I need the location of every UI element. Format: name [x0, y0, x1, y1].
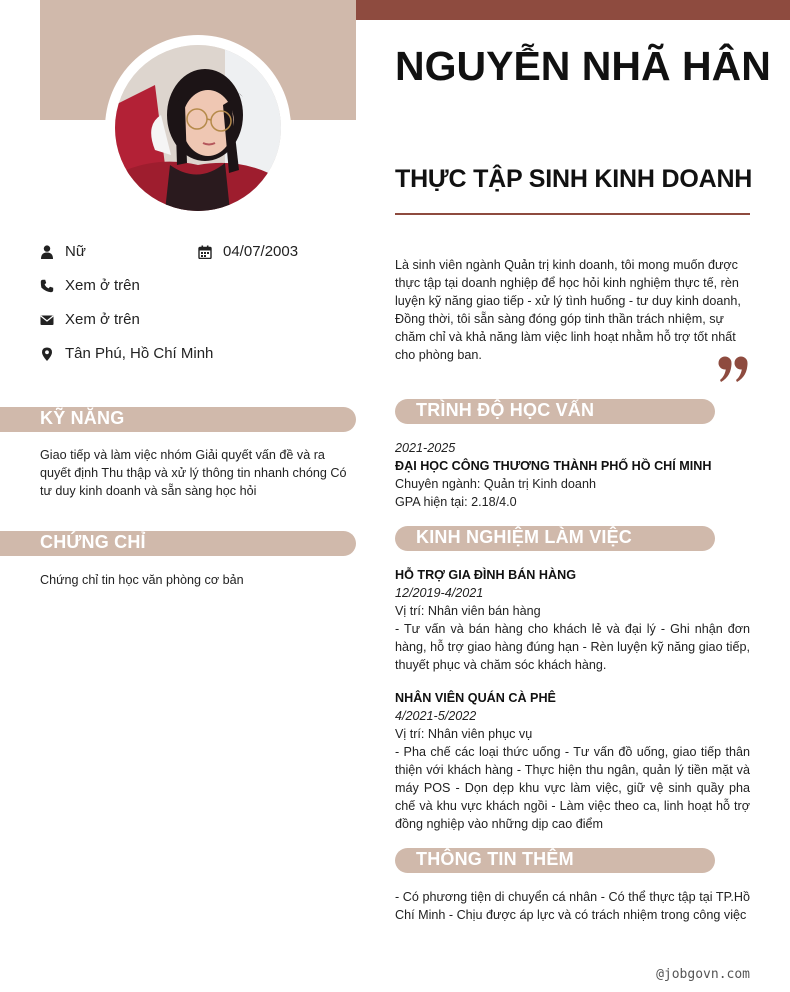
- avatar-photo: [115, 45, 281, 211]
- additional-text: - Có phương tiện di chuyển cá nhân - Có thể thực tập tại TP.Hồ Chí Minh - Chịu được áp lực và có trách nhiệm trong công việc: [395, 890, 750, 922]
- job-company: HỖ TRỢ GIA ĐÌNH BÁN HÀNG: [395, 568, 576, 582]
- certificates-text: Chứng chỉ tin học văn phòng cơ bản: [40, 573, 244, 587]
- envelope-icon: [40, 312, 54, 328]
- job-details: - Tư vấn và bán hàng cho khách lẻ và đại lý - Ghi nhận đơn hàng, hỗ trợ giao hàng đúng hạn - Rèn luyện kỹ năng giao tiếp, thuyết phục và chăm sóc khách hàng.: [395, 622, 750, 672]
- job-period: 12/2019-4/2021: [395, 586, 484, 600]
- contact-address: [40, 345, 213, 362]
- contact-email: [40, 311, 140, 328]
- career-summary: Là sinh viên ngành Quản trị kinh doanh, tôi mong muốn được thực tập tại doanh nghiệp để học hỏi kinh nghiệm thực tế, rèn luyện kỹ năng giao tiếp - xử lý tình huống - tư duy kinh doanh, Đồng thời, tôi sẵn sàng đóng góp tinh thần trách nhiệm, sự chăm chỉ và khả năng làm việc linh hoạt nhằm hỗ trợ tốt nhất cho phòng ban.: [395, 258, 741, 362]
- birthday-text: 04/07/2003: [223, 243, 299, 260]
- education-major: Chuyên ngành: Quản trị Kinh doanh: [395, 477, 596, 491]
- additional-heading: THÔNG TIN THÊM: [416, 849, 574, 869]
- avatar: [115, 45, 281, 211]
- education-gpa: GPA hiện tại: 2.18/4.0: [395, 495, 517, 509]
- additional-heading-bar: [395, 848, 715, 873]
- gender-text: Nữ: [65, 243, 86, 260]
- job-details: - Pha chế các loại thức uống - Tư vấn đồ uống, giao tiếp thân thiện với khách hàng - Thực hiện thu ngân, quản lý tiền mặt và máy POS - Dọn dẹp khu vực làm việc, giữ vệ sinh quầy pha chế và khu vực khách ngồi - Làm việc theo ca, linh hoạt hỗ trợ đồng nghiệp vào những dịp cao điểm: [395, 745, 750, 831]
- education-school: ĐẠI HỌC CÔNG THƯƠNG THÀNH PHỐ HỒ CHÍ MINH: [395, 459, 712, 473]
- address-text: Tân Phú, Hồ Chí Minh: [65, 345, 214, 362]
- education-period: 2021-2025: [395, 441, 456, 455]
- skills-heading: KỸ NĂNG: [40, 408, 125, 428]
- job-position: Vị trí: Nhân viên phục vụ: [395, 727, 533, 741]
- quote-icon: [716, 352, 752, 388]
- job-period: 4/2021-5/2022: [395, 709, 477, 723]
- email-text: Xem ở trên: [65, 311, 140, 328]
- footer-watermark: @jobgovn.com: [656, 967, 750, 982]
- user-icon: [40, 244, 54, 260]
- experience-heading-bar: [395, 526, 715, 551]
- skills-text: Giao tiếp và làm việc nhóm Giải quyết vấn đề và ra quyết định Thu thập và xử lý thông tin nhanh chóng Có tư duy kinh doanh và sẵn sàng học hỏi: [40, 448, 347, 498]
- education-heading: TRÌNH ĐỘ HỌC VẤN: [416, 400, 595, 420]
- title-divider: [395, 213, 750, 215]
- top-accent-bar: [356, 0, 790, 20]
- job-position: Vị trí: Nhân viên bán hàng: [395, 604, 541, 618]
- map-pin-icon: [40, 346, 54, 362]
- certificates-heading: CHỨNG CHỈ: [40, 532, 146, 552]
- education-heading-bar: [395, 399, 715, 424]
- certificates-heading-bar: [0, 531, 356, 556]
- contact-phone: [40, 277, 140, 294]
- candidate-title: THỰC TẬP SINH KINH DOANH: [395, 165, 753, 193]
- job-company: NHÂN VIÊN QUÁN CÀ PHÊ: [395, 691, 556, 705]
- phone-text: Xem ở trên: [65, 277, 140, 294]
- skills-heading-bar: [0, 407, 356, 432]
- experience-heading: KINH NGHIỆM LÀM VIỆC: [416, 527, 633, 547]
- contact-gender: [40, 243, 86, 260]
- phone-icon: [40, 278, 54, 294]
- candidate-name: NGUYỄN NHÃ HÂN: [395, 43, 771, 89]
- contact-birthday: [198, 243, 298, 260]
- calendar-icon: [198, 244, 212, 260]
